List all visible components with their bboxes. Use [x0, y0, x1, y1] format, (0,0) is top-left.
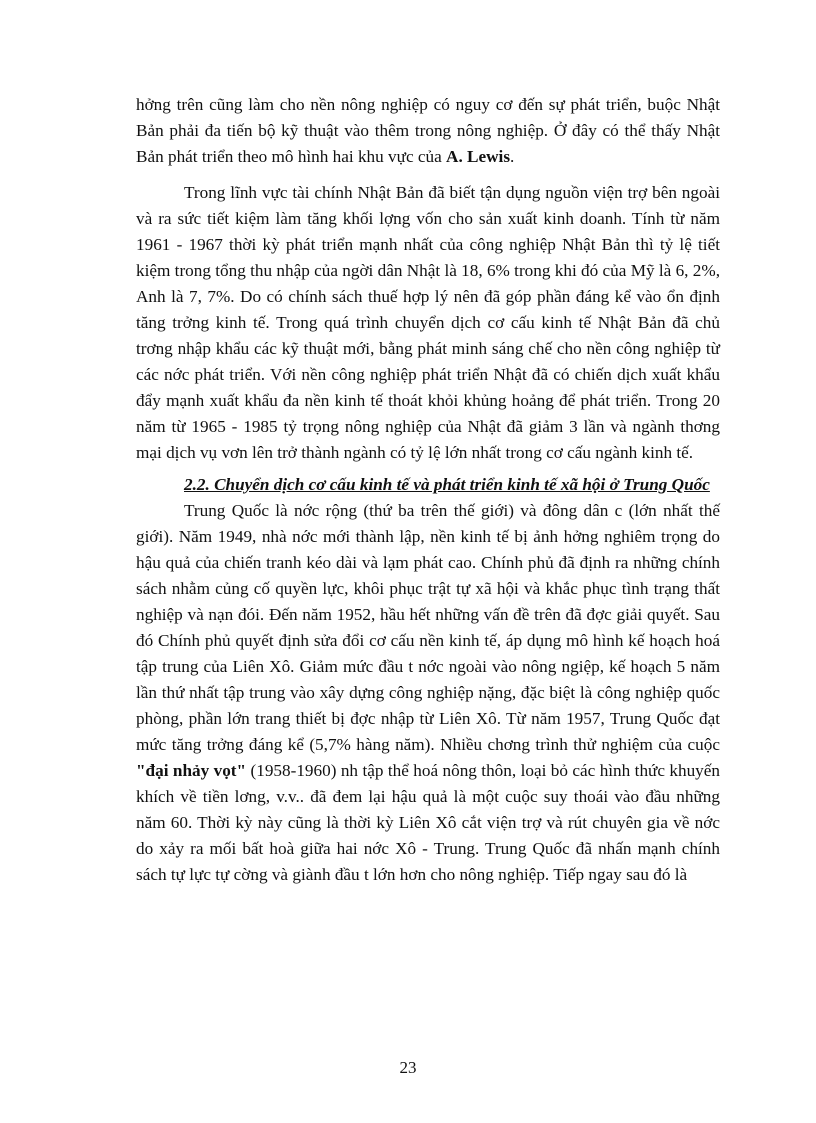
paragraph-1-text: hởng trên cũng làm cho nền nông nghiệp có nguy cơ đến sự phát triển, buộc Nhật Bản phải đa tiến bộ kỹ thuật vào thêm trong nông nghiệp. Ở đây có thể thấy Nhật Bản phát triển theo mô hình hai khu vực của [136, 95, 720, 166]
paragraph-2: Trong lĩnh vực tài chính Nhật Bản đã biết tận dụng nguồn viện trợ bên ngoài và ra sức tiết kiệm làm tăng khối lợng vốn cho sản xuất kinh doanh. Tính từ năm 1961 - 1967 thời kỳ phát triển mạnh nhất của công nghiệp Nhật Bản thì tỷ lệ tiết kiệm trong tổng thu nhập của ngời dân Nhật là 18, 6% trong khi đó của Mỹ là 6, 2%, Anh là 7, 7%. Do có chính sách thuế hợp lý nên đã góp phần đáng kể vào ổn định tăng trởng kinh tế. Trong quá trình chuyển dịch cơ cấu kinh tế Nhật Bản đã chủ trơng nhập khẩu các kỹ thuật mới, bằng phát minh sáng chế cho nền công nghiệp từ các nớc phát triển. Với nền công nghiệp phát triển Nhật đã có chiến dịch xuất khẩu đẩy mạnh xuất khẩu đa nền kinh tế thoát khỏi khủng hoảng để phát triển. Trong 20 năm từ 1965 - 1985 tỷ trọng nông nghiệp của Nhật đã giảm 3 lần và ngành thơng mại dịch vụ vơn lên trở thành ngành có tỷ lệ lớn nhất trong cơ cấu ngành kinh tế. [136, 183, 720, 462]
paragraph-3-text-after: (1958-1960) nh tập thể hoá nông thôn, loại bỏ các hình thức khuyến khích về tiền lơng, v.v.. đã đem lại hậu quả là một cuộc suy thoái vào đầu những năm 60. Thời kỳ này cũng là thời kỳ Liên Xô cắt viện trợ và rút chuyên gia về nớc do xảy ra mối bất hoà giữa hai nớc Xô - Trung. Trung Quốc đã nhấn mạnh chính sách tự lực tự cờng và giành đầu t lớn hơn cho nông nghiệp. Tiếp ngay sau đó là [136, 761, 720, 884]
paragraph-3 [136, 498, 720, 888]
paragraph-1-end: . [510, 147, 515, 166]
document-page [136, 92, 720, 888]
paragraph-1 [136, 92, 720, 170]
paragraph-3-text-before: Trung Quốc là nớc rộng (thứ ba trên thế giới) và đông dân c (lớn nhất thế giới). Năm 1949, nhà nớc mới thành lập, nền kinh tế bị ảnh hởng nghiêm trọng do hậu quả của chiến tranh kéo dài và lạm phát cao. Chính phủ đã định ra những chính sách nhằm củng cố quyền lực, khôi phục trật tự xã hội và khắc phục tình trạng thất nghiệp và nạn đói. Đến năm 1952, hầu hết những vấn đề trên đã đợc giải quyết. Sau đó Chính phủ quyết định sửa đổi cơ cấu nền kinh tế, áp dụng mô hình kế hoạch hoá tập trung của Liên Xô. Giảm mức đầu t nớc ngoài vào nông ngiệp, kế hoạch 5 năm lần thứ nhất tập trung vào xây dựng công nghiệp nặng, đặc biệt là công nghiệp quốc phòng, phần lớn trang thiết bị đợc nhập từ Liên Xô. Từ năm 1957, Trung Quốc đạt mức tăng trởng đáng kể (5,7% hàng năm). Nhiều chơng trình thử nghiệm của cuộc [136, 501, 720, 754]
great-leap-quote: "đại nhảy vọt" [136, 761, 247, 780]
page-number: 23 [399, 1058, 417, 1077]
section-heading: 2.2. Chuyển dịch cơ cấu kinh tế và phát triển kinh tế xã hội ở Trung Quốc [184, 475, 710, 494]
author-name: A. Lewis [446, 147, 511, 166]
